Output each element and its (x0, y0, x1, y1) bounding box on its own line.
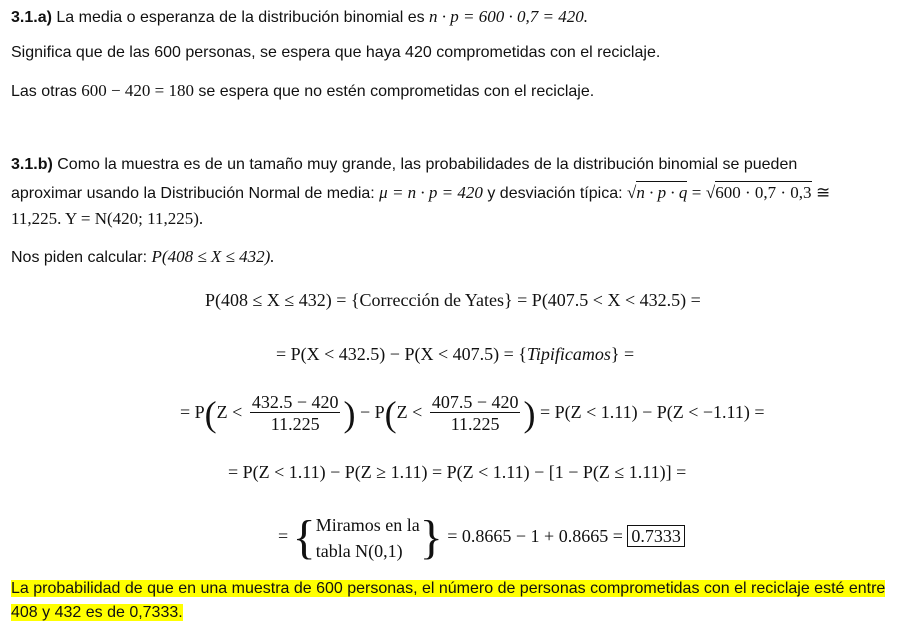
sqrt-expression: √n · p · q (627, 183, 688, 202)
paren-open: ( (384, 393, 397, 434)
paragraph-3-1-a (11, 6, 588, 29)
math-expression: P(408 ≤ X ≤ 432). (151, 247, 275, 266)
equation-line-4: = P(Z < 1.11) − P(Z ≥ 1.11) = P(Z < 1.11) − [1 − P(Z ≤ 1.11)] = (228, 462, 687, 482)
paragraph-text: aproximar usando la Distribución Normal de media: (11, 185, 375, 202)
equation-line-5 (278, 508, 685, 566)
section-label: 3.1.b) (11, 156, 53, 173)
sqrt-radicand: n · p · q (636, 183, 688, 202)
paragraph-text: La media o esperanza de la distribución binomial es (56, 9, 425, 26)
section-label: 3.1.a) (11, 9, 52, 26)
paragraph-text: y desviación típica: (487, 185, 623, 202)
highlighted-answer: La probabilidad de que en una muestra de 600 personas, el número de personas comprometidas con el reciclaje esté entre 408 y 432 es de 0,7333. (11, 580, 886, 621)
paragraph-text: se espera que no estén comprometidas con el reciclaje. (198, 83, 595, 100)
paragraph-3-1-b-line2 (11, 182, 830, 205)
table-note (316, 512, 420, 564)
math-expression: μ = n · p = 420 (379, 183, 483, 202)
equation-line-2 (276, 342, 634, 366)
paragraph-3-1-b (11, 154, 797, 176)
paragraph-text: Como la muestra es de un tamaño muy grande, las probabilidades de la distribución binomial se pueden (57, 156, 798, 173)
sqrt-expression: √600 · 0,7 · 0,3 (705, 183, 812, 202)
equation-part-italic: Tipificamos (526, 344, 611, 364)
equation-part: } = (610, 344, 635, 364)
final-answer (11, 577, 901, 625)
paragraph-others (11, 80, 594, 103)
fraction-denominator: 11.225 (450, 414, 500, 435)
math-expression: 600 − 420 = 180 (81, 81, 194, 100)
paragraph-meaning: Significa que de las 600 personas, se espera que haya 420 comprometidas con el reciclaje. (11, 44, 661, 61)
math-expression: n · p = 600 · 0,7 = 420. (429, 7, 588, 26)
equation-part: = 0.8665 − 1 + 0.8665 = (447, 526, 623, 546)
equals-sign: = (691, 183, 702, 202)
paragraph-text: Las otras (11, 83, 77, 100)
fraction-denominator: 11.225 (270, 414, 320, 435)
fraction-numerator: 432.5 − 420 (251, 392, 339, 413)
brace-close: } (419, 510, 443, 564)
equation-part: Z < (396, 402, 423, 422)
fraction-numerator: 407.5 − 420 (431, 392, 519, 413)
equation-part: = P (180, 402, 205, 422)
paragraph-asked (11, 246, 275, 269)
paren-open: ( (204, 393, 217, 434)
paragraph-3-1-b-line3: 11,225. Y = N(420; 11,225). (11, 209, 204, 228)
equation-line-1: P(408 ≤ X ≤ 432) = {Corrección de Yates} = P(407.5 < X < 432.5) = (205, 290, 701, 310)
approx-sign: ≅ (815, 183, 831, 202)
fraction-2 (430, 392, 521, 435)
fraction-1 (250, 392, 341, 435)
equation-line-3 (180, 388, 765, 438)
paragraph-text: Nos piden calcular: (11, 249, 148, 266)
table-note-line-2: tabla N(0,1) (315, 540, 403, 561)
brace-open: { (292, 510, 316, 564)
table-note-line-1: Miramos en la (315, 514, 420, 535)
equation-part: Z < (216, 402, 243, 422)
equation-part: = P(X < 432.5) − P(X < 407.5) = { (276, 344, 527, 364)
paren-close: ) (523, 393, 536, 434)
equation-part: = P(Z < 1.11) − P(Z < −1.11) = (539, 402, 765, 422)
paren-close: ) (343, 393, 356, 434)
result-box: 0.7333 (627, 525, 685, 547)
equation-part: = (278, 526, 289, 546)
sqrt-radicand: 600 · 0,7 · 0,3 (715, 183, 812, 202)
equation-part: − P (359, 402, 385, 422)
